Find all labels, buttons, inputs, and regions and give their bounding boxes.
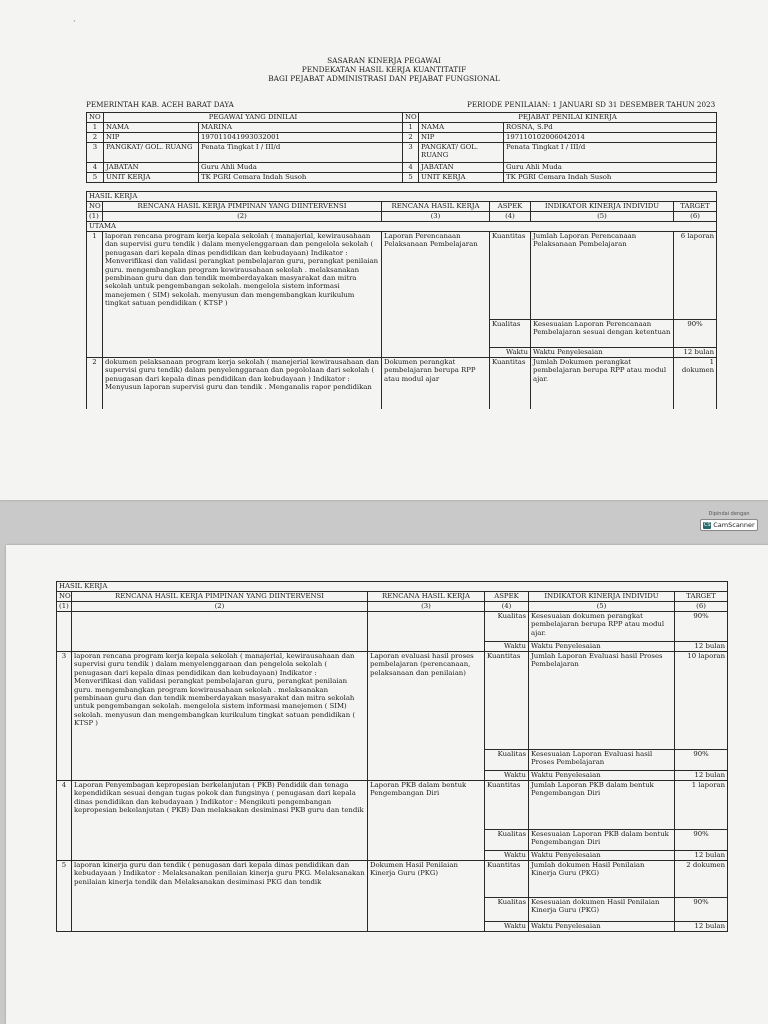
pegawai-row [87, 173, 717, 183]
indikator-cell: Kesesuaian Laporan PKB dalam bentuk Pengembangan Diri [529, 830, 675, 851]
indikator-cell: Waktu Penyelesaian [529, 922, 675, 932]
col-header: ASPEK [485, 592, 529, 602]
col-number: (5) [529, 602, 675, 612]
column-number-row [57, 602, 728, 612]
rencana-pimpinan-cell: laporan kinerja guru dan tendik ( penugasan dari kepala dinas pendidikan dan kebudayaan ) Indikator : Melaksanakan penilaian kinerja guru PKG. Melaksanakan penilaian kinerja tendik dan Melaksanakan desiminasi PKG dan tendik [72, 861, 368, 932]
target-cell: 1 laporan [675, 781, 728, 830]
row-right-value: 197110102006042014 [504, 133, 717, 143]
col-number: (6) [674, 212, 717, 222]
document-page-2 [6, 545, 768, 1024]
aspek-cell: Kuantitas [490, 358, 531, 409]
aspek-cell: Kualitas [485, 750, 529, 771]
indikator-cell: Jumlah Dokumen perangkat pembelajaran berupa RPP atau modul ajar. [531, 358, 674, 409]
scan-speck: · [73, 17, 76, 26]
row-no: 1 [403, 123, 419, 133]
document-page-1 [0, 0, 768, 500]
col-number: (6) [675, 602, 728, 612]
indikator-cell: Jumlah Laporan PKB dalam bentuk Pengembangan Diri [529, 781, 675, 830]
instansi-label: PEMERINTAH KAB. ACEH BARAT DAYA [86, 100, 234, 109]
row-label: NAMA [104, 123, 199, 133]
col-number: (2) [103, 212, 382, 222]
indikator-cell: Kesesuaian Laporan Perencanaan Pembelajaran sesuai dengan ketentuan [531, 320, 674, 348]
col-header: INDIKATOR KINERJA INDIVIDU [531, 202, 674, 212]
row-no: 1 [87, 123, 104, 133]
target-cell: 12 bulan [674, 348, 717, 358]
row-no: 3 [87, 143, 104, 163]
col-header: TARGET [675, 592, 728, 602]
col-number: (4) [485, 602, 529, 612]
row-no: 4 [87, 163, 104, 173]
item-no: 1 [87, 232, 103, 358]
aspek-cell: Waktu [485, 642, 529, 652]
header-title: SASARAN KINERJA PEGAWAI [327, 56, 441, 65]
row-no: 3 [403, 143, 419, 163]
hasil-kerja-table-continued [56, 581, 728, 932]
indikator-cell: Jumlah Laporan Perencanaan Pelaksanaan Pembelajaran [531, 232, 674, 320]
indikator-cell: Waktu Penyelesaian [529, 771, 675, 781]
camscanner-watermark [700, 511, 758, 535]
indikator-cell: Kesesuaian dokumen perangkat pembelajaran berupa RPP atau modul ajar. [529, 612, 675, 642]
rencana-hasil-cell: Laporan PKB dalam bentuk Pengembangan Diri [368, 781, 485, 861]
row-label: UNIT KERJA [104, 173, 199, 183]
target-cell: 12 bulan [675, 771, 728, 781]
pegawai-table [86, 112, 717, 183]
aspek-cell: Kuantitas [485, 652, 529, 750]
table-row [87, 232, 717, 320]
row-label: JABATAN [419, 163, 504, 173]
row-left-value: TK PGRI Cemara Indah Susoh [199, 173, 403, 183]
header-subtitle: PENDEKATAN HASIL KERJA KUANTITATIF [301, 65, 467, 74]
row-left-value: Penata Tingkat I / III/d [199, 143, 403, 163]
indikator-cell: Kesesuaian Laporan Evaluasi hasil Proses Pembelajaran [529, 750, 675, 771]
aspek-cell: Kualitas [485, 612, 529, 642]
rencana-pimpinan-cell: Laporan Penyembagan kepropesian berkelanjutan ( PKB) Pendidik dan tenaga kependidikan sesuai dengan tugas pokok dan fungsinya ( penugasan dari kepala dinas pendidikan dan kebudayaan ) Indikator : Mengikuti pengembangan kepropesian bekelanjutan ( PKB) Dan melaksakan desiminasi PKB guru dan tendik [72, 781, 368, 861]
target-cell: 90% [675, 750, 728, 771]
row-label: PANGKAT/ GOL. RUANG [104, 143, 199, 163]
row-no: 5 [403, 173, 419, 183]
pegawai-header-row [87, 113, 717, 123]
pegawai-row [87, 163, 717, 173]
header-subtitle-2: BAGI PEJABAT ADMINISTRASI DAN PEJABAT FUNGSIONAL [268, 74, 500, 83]
target-cell: 90% [675, 898, 728, 922]
target-cell: 12 bulan [675, 922, 728, 932]
rencana-pimpinan-cell: laporan rencana program kerja kepala sekolah ( manajerial, kewirausahaan dan supervisi guru tendik ) dalam menyelenggaraan dan pengelola sekolah ( penugasan dari kepala dinas pendidikan dan kebudayaan) Indikator : Menverifikasi dan validasi perangkat pembelajaran guru, perangkat penilaian guru. mengembangkan program kewirausahaan sekolah . melaksanakan pembinaan guru dan dan tendik memberdayakan masyarakat dan mitra sekolah untuk pengembangan sekolah. mengelola sistem informasi manejemen ( SIM) sekolah. menyusun dan mengembangkan kurikulum tingkat satuan pendidikan ( KTSP ) [72, 652, 368, 781]
column-header-row [87, 202, 717, 212]
aspek-cell: Waktu [485, 771, 529, 781]
col-header: RENCANA HASIL KERJA [382, 202, 490, 212]
indikator-cell: Waktu Penyelesaian [531, 348, 674, 358]
col-header: RENCANA HASIL KERJA [368, 592, 485, 602]
periode-label: PERIODE PENILAIAN: 1 JANUARI SD 31 DESEMBER TAHUN 2023 [467, 100, 716, 109]
target-cell: 10 laporan [675, 652, 728, 750]
aspek-cell: Kuantitas [485, 861, 529, 898]
col-header: INDIKATOR KINERJA INDIVIDU [529, 592, 675, 602]
row-no: 2 [403, 133, 419, 143]
row-no: 4 [403, 163, 419, 173]
pegawai-dinilai-header: PEGAWAI YANG DINILAI [104, 113, 403, 123]
aspek-cell: Waktu [485, 922, 529, 932]
pegawai-row [87, 143, 717, 163]
target-cell: 1 dokumen [674, 358, 717, 409]
row-left-value: 197011041993032001 [199, 133, 403, 143]
item-no: 4 [57, 781, 72, 861]
col-number: (2) [72, 602, 368, 612]
item-no: 2 [87, 358, 103, 409]
hasil-kerja-table [86, 191, 717, 409]
hasil-kerja-title: HASIL KERJA [57, 582, 728, 592]
indikator-cell: Waktu Penyelesaian [529, 851, 675, 861]
row-label: NIP [104, 133, 199, 143]
watermark-brand: CamScanner [713, 521, 755, 529]
document-header [0, 56, 768, 83]
target-cell: 90% [674, 320, 717, 348]
aspek-cell: Kualitas [490, 320, 531, 348]
col-header: RENCANA HASIL KERJA PIMPINAN YANG DIINTERVENSI [72, 592, 368, 602]
row-left-value: Guru Ahli Muda [199, 163, 403, 173]
row-label: JABATAN [104, 163, 199, 173]
section-utama: UTAMA [87, 222, 717, 232]
col-number: (1) [87, 212, 103, 222]
target-cell: 90% [675, 830, 728, 851]
col-header: NO [57, 592, 72, 602]
col-number: (3) [368, 602, 485, 612]
col-header: NO [87, 202, 103, 212]
hasil-kerja-title: HASIL KERJA [87, 192, 717, 202]
aspek-cell: Kuantitas [485, 781, 529, 830]
target-cell: 6 laporan [674, 232, 717, 320]
row-label: NAMA [419, 123, 504, 133]
row-label: NIP [419, 133, 504, 143]
rencana-pimpinan-cell: laporan rencana program kerja kepala sekolah ( manajerial, kewirausahaan dan supervisi guru tendik ) dalam menyelenggaraan dan pengelola sekolah ( penugasan dari kepala dinas pendidikan dan kebudayaan) Indikator : Menverifikasi dan validasi perangkat pembelajaran guru, perangkat penilaian guru. mengembangkan program kewirausahaan sekolah . melaksanakan pembinaan guru dan dan tendik memberdayakan masyarakat dan mitra sekolah untuk pengembangan sekolah. mengelola sistem informasi manejemen ( SIM) sekolah. menyusun dan mengembangkan kurikulum tingkat satuan pendidikan ( KTSP ) [103, 232, 382, 358]
table-row [57, 861, 728, 898]
table-row [57, 652, 728, 750]
table-row [57, 612, 728, 642]
row-right-value: TK PGRI Cemara Indah Susoh [504, 173, 717, 183]
row-right-value: Guru Ahli Muda [504, 163, 717, 173]
row-right-value: Penata Tingkat I / III/d [504, 143, 717, 163]
no-header-2: NO [403, 113, 419, 123]
item-no: 3 [57, 652, 72, 781]
target-cell: 12 bulan [675, 851, 728, 861]
col-number: (1) [57, 602, 72, 612]
column-header-row [57, 592, 728, 602]
rencana-pimpinan-cell: dokumen pelaksanaan program kerja sekolah ( manejerial kewirausahaan dan supervisi guru tendik) dalam penyelenggaraan dan pegololaan dari sekolah ( penugasan dari kepala dinas pendidikan dan kebudayaan ) Indikator : Menyusun laporan supervisi guru dan tendik . Menganalis rapor pendidikan [103, 358, 382, 409]
indikator-cell: Waktu Penyelesaian [529, 642, 675, 652]
target-cell: 2 dokumen [675, 861, 728, 898]
row-left-value: MARINA [199, 123, 403, 133]
row-label: UNIT KERJA [419, 173, 504, 183]
col-number: (4) [490, 212, 531, 222]
indikator-cell: Jumlah Laporan Evaluasi hasil Proses Pembelajaran [529, 652, 675, 750]
col-number: (3) [382, 212, 490, 222]
aspek-cell: Waktu [485, 851, 529, 861]
rencana-hasil-cell: Dokumen Hasil Penilaian Kinerja Guru (PKG) [368, 861, 485, 932]
col-header: RENCANA HASIL KERJA PIMPINAN YANG DIINTERVENSI [103, 202, 382, 212]
pegawai-row [87, 133, 717, 143]
row-right-value: ROSNA, S.Pd [504, 123, 717, 133]
pejabat-penilai-header: PEJABAT PENILAI KINERJA [419, 113, 717, 123]
aspek-cell: Waktu [490, 348, 531, 358]
col-number: (5) [531, 212, 674, 222]
rencana-hasil-cell: Laporan Perencanaan Pelaksanaan Pembelajaran [382, 232, 490, 358]
pegawai-row [87, 123, 717, 133]
indikator-cell: Kesesuaian dokumen Hasil Penilaian Kinerja Guru (PKG) [529, 898, 675, 922]
rencana-hasil-cell: Dokumen perangkat pembelajaran berupa RPP atau modul ajar [382, 358, 490, 409]
item-no: 5 [57, 861, 72, 932]
aspek-cell: Kualitas [485, 830, 529, 851]
camscanner-logo-icon: CS [703, 521, 711, 528]
row-label: PANGKAT/ GOL. RUANG [419, 143, 504, 163]
row-no: 2 [87, 133, 104, 143]
column-number-row [87, 212, 717, 222]
rencana-hasil-cell: Laporan evaluasi hasil proses pembelajaran (perencanaan, pelaksanaan dan penilaian) [368, 652, 485, 781]
target-cell: 12 bulan [675, 642, 728, 652]
table-row [57, 781, 728, 830]
col-header: ASPEK [490, 202, 531, 212]
row-no: 5 [87, 173, 104, 183]
aspek-cell: Kuantitas [490, 232, 531, 320]
col-header: TARGET [674, 202, 717, 212]
watermark-caption: Dipindai dengan [708, 511, 750, 517]
indikator-cell: Jumlah dokumen Hasil Penilaian Kinerja Guru (PKG) [529, 861, 675, 898]
target-cell: 90% [675, 612, 728, 642]
no-header: NO [87, 113, 104, 123]
table-row [87, 358, 717, 409]
aspek-cell: Kualitas [485, 898, 529, 922]
